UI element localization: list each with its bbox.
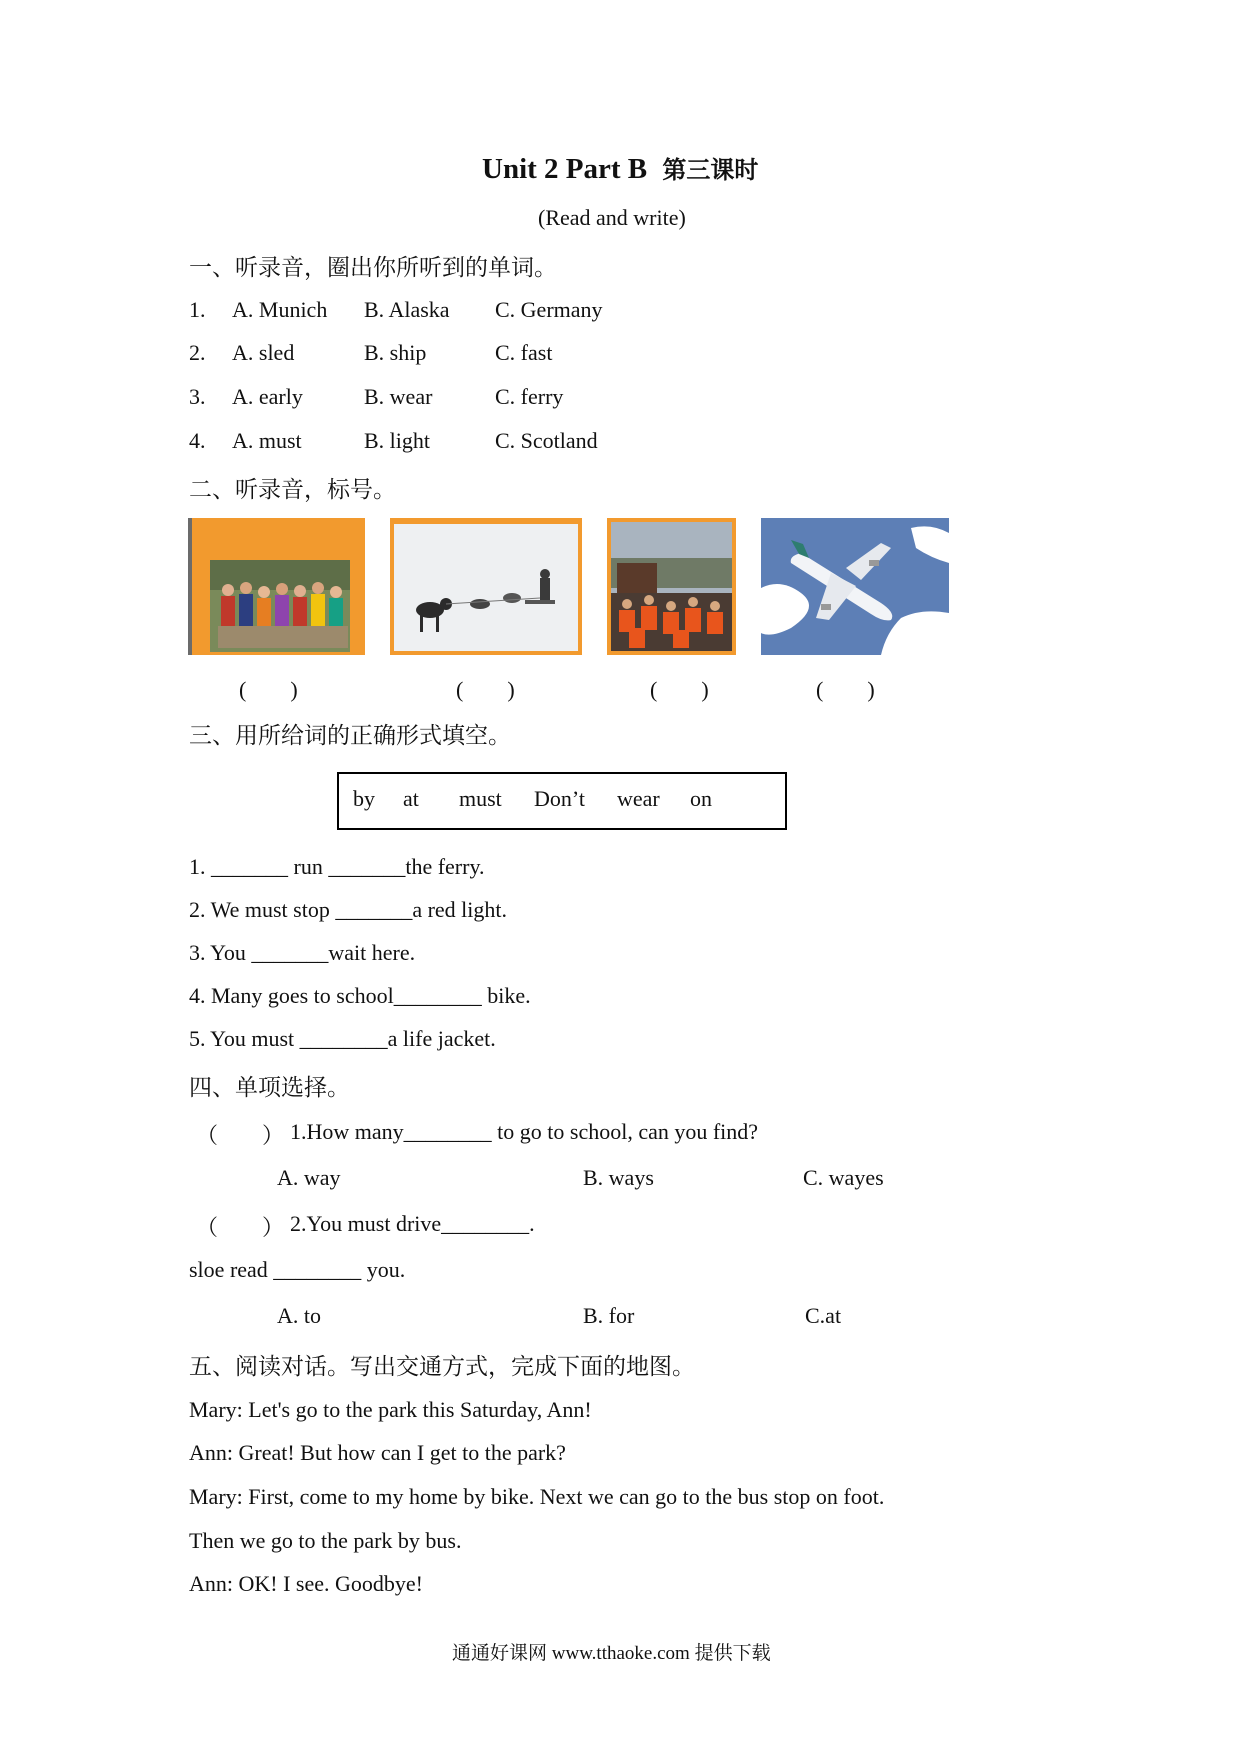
option-a: A. early [232,384,303,409]
answer-blank-2[interactable]: ( ) [456,677,515,702]
option-b: B. ship [364,340,427,365]
item-number: 4. [189,428,206,453]
option-b: B. for [583,1303,635,1328]
word-bank-word: must [459,786,502,811]
word-bank-word: at [403,786,419,811]
answer-paren[interactable]: （ ） [196,1123,285,1148]
fill-item: 1. _______ run _______the ferry. [189,854,485,879]
item-number: 1. [189,297,206,322]
option-a: A. sled [232,340,295,365]
option-c: C.at [805,1303,842,1328]
section-4-heading: 四、单项选择。 [189,1075,350,1100]
dialogue-line: Ann: Great! But how can I get to the park? [189,1440,566,1465]
option-b: B. ways [583,1165,654,1190]
section-5-heading: 五、阅读对话。写出交通方式，完成下面的地图。 [189,1354,695,1379]
option-a: A. way [277,1165,341,1190]
page-title [482,150,758,186]
option-c: C. fast [495,340,553,365]
question-stem: 1.How many________ to go to school, can you find? [290,1119,759,1144]
option-c: C. Scotland [495,428,598,453]
word-bank-box [337,772,787,830]
answer-paren[interactable]: （ ） [196,1215,285,1240]
question-continuation: sloe read ________ you. [189,1257,406,1282]
page-subtitle: (Read and write) [538,205,686,230]
option-c: C. ferry [495,384,564,409]
word-bank-word: Don’t [534,786,585,811]
option-a: A. to [277,1303,321,1328]
item-number: 3. [189,384,206,409]
option-b: B. wear [364,384,433,409]
question-stem: 2.You must drive________. [290,1211,535,1236]
option-a: A. Munich [232,297,328,322]
fill-item: 2. We must stop _______a red light. [189,897,508,922]
dialogue-line: Ann: OK! I see. Goodbye! [189,1571,423,1596]
fill-item: 5. You must ________a life jacket. [189,1026,496,1051]
answer-blank-1[interactable]: ( ) [239,677,298,702]
option-c: C. wayes [803,1165,884,1190]
ferry-life-jacket-photo-icon [607,518,736,655]
section-2-heading: 二、听录音，标号。 [189,477,396,502]
people-group-photo-icon [188,518,365,655]
option-b: B. light [364,428,431,453]
answer-blank-4[interactable]: ( ) [816,677,875,702]
airplane-photo-icon [761,518,949,655]
word-bank-word: wear [617,786,660,811]
title-cn: 第三课时 [662,156,759,184]
fill-item: 4. Many goes to school________ bike. [189,983,531,1008]
option-c: C. Germany [495,297,603,322]
option-b: B. Alaska [364,297,450,322]
dog-sled-photo-icon [390,518,582,655]
section-1-heading: 一、听录音，圈出你所听到的单词。 [189,255,557,280]
option-a: A. must [232,428,302,453]
title-main: Unit 2 Part B [482,153,648,185]
footer-text: 通通好课网 www.tthaoke.com 提供下载 [452,1643,771,1664]
dialogue-line: Mary: Let's go to the park this Saturday, Ann! [189,1397,592,1422]
item-number: 2. [189,340,206,365]
fill-item: 3. You _______wait here. [189,940,416,965]
section-3-heading: 三、用所给词的正确形式填空。 [189,723,511,748]
word-bank-word: by [353,786,375,811]
dialogue-line: Mary: First, come to my home by bike. Next we can go to the bus stop on foot. [189,1484,885,1509]
dialogue-line: Then we go to the park by bus. [189,1528,462,1553]
answer-blank-3[interactable]: ( ) [650,677,709,702]
word-bank-word: on [690,786,712,811]
